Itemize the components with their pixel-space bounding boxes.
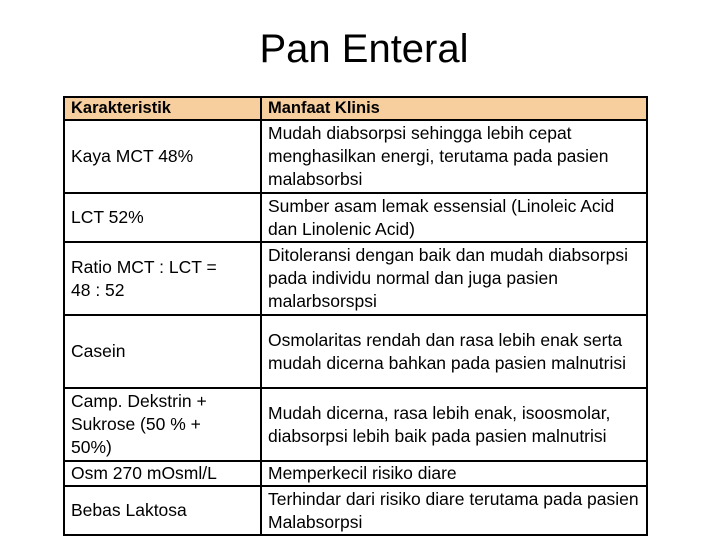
table-row xyxy=(64,242,647,315)
karakteristik-cell: Bebas Laktosa xyxy=(64,486,261,535)
karakteristik-cell: LCT 52% xyxy=(64,193,261,242)
table-row xyxy=(64,315,647,388)
manfaat-cell: Osmolaritas rendah dan rasa lebih enak serta mudah dicerna bahkan pada pasien malnutrisi xyxy=(261,315,647,388)
column-header-manfaat-klinis: Manfaat Klinis xyxy=(261,97,647,120)
manfaat-cell: Terhindar dari risiko diare terutama pada pasien Malabsorpsi xyxy=(261,486,647,535)
page-title: Pan Enteral xyxy=(259,27,469,71)
table-row xyxy=(64,120,647,193)
column-header-karakteristik: Karakteristik xyxy=(64,97,261,120)
karakteristik-cell xyxy=(64,242,261,315)
characteristics-table xyxy=(63,96,648,536)
karakteristik-text: Ratio MCT : LCT = 48 : 52 xyxy=(71,256,217,300)
table-row xyxy=(64,388,647,461)
karakteristik-text: Camp. Dekstrin + Sukrose (50 % + 50%) xyxy=(71,391,207,457)
table-row xyxy=(64,461,647,486)
table-header-row xyxy=(64,97,647,120)
manfaat-cell: Memperkecil risiko diare xyxy=(261,461,647,486)
table-row xyxy=(64,486,647,535)
manfaat-cell: Sumber asam lemak essensial (Linoleic Acid dan Linolenic Acid) xyxy=(261,193,647,242)
manfaat-cell: Ditoleransi dengan baik dan mudah diabsorpsi pada individu normal dan juga pasien malarbsorspsi xyxy=(261,242,647,315)
karakteristik-cell: Osm 270 mOsml/L xyxy=(64,461,261,486)
karakteristik-cell xyxy=(64,388,261,461)
manfaat-cell: Mudah dicerna, rasa lebih enak, isoosmolar, diabsorpsi lebih baik pada pasien malnutrisi xyxy=(261,388,647,461)
karakteristik-cell: Kaya MCT 48% xyxy=(64,120,261,193)
karakteristik-cell: Casein xyxy=(64,315,261,388)
manfaat-cell: Mudah diabsorpsi sehingga lebih cepat menghasilkan energi, terutama pada pasien malabsorbsi xyxy=(261,120,647,193)
table-row xyxy=(64,193,647,242)
